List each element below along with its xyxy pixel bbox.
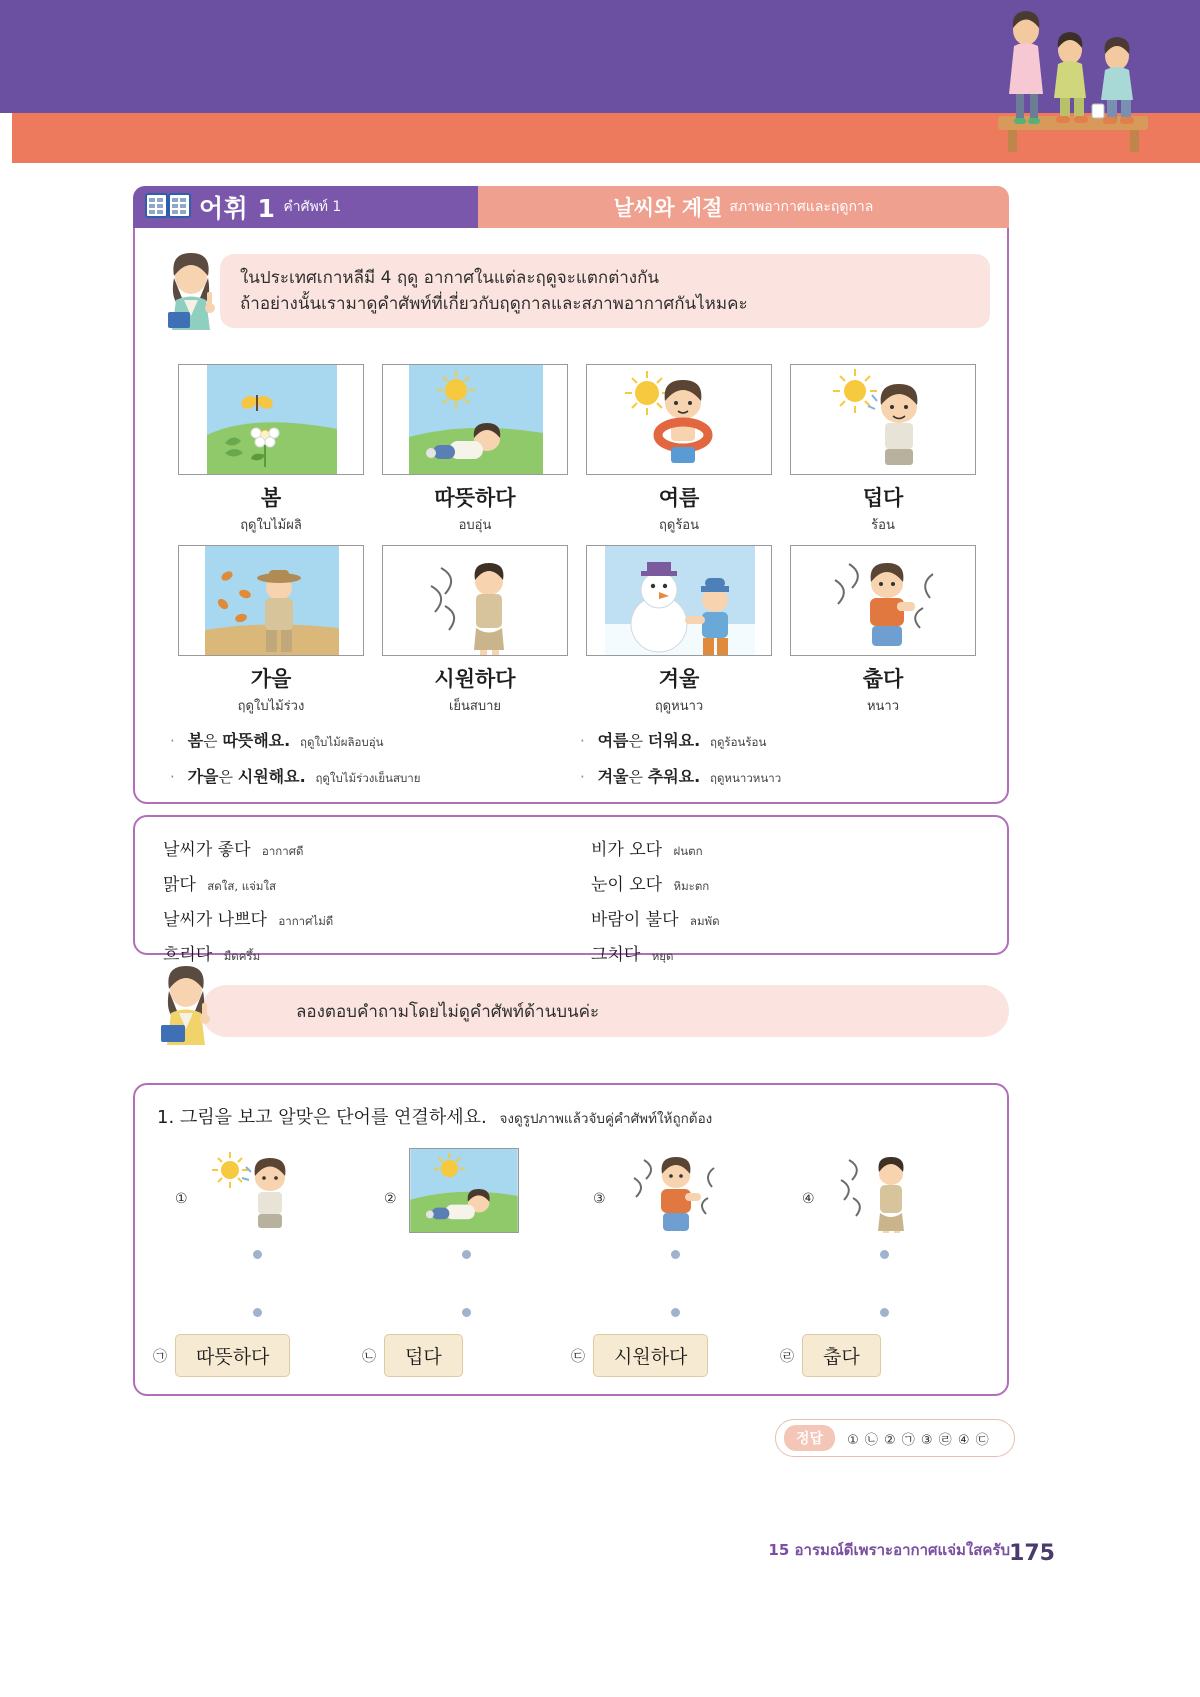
section-title-thai: คำศัพท์ 1 [283,199,342,215]
vocab-word-ko: 겨울 [658,667,700,691]
page-number: 175 [1009,1541,1055,1566]
expression-item [163,835,571,861]
vocab-cell-summer [586,364,772,535]
vocab-cell-hot [790,364,976,535]
sentence-predicate: 따뜻해요. [222,731,291,750]
connect-dot[interactable] [671,1250,680,1259]
exercise-connect-dots-bottom [153,1308,989,1317]
exercise-instruction [157,1103,712,1129]
bullet-dot: · [170,768,175,786]
vocab-cell-cold [790,545,976,716]
vocab-word-ko: 시원하다 [434,667,516,691]
vocab-word-ko: 여름 [658,486,700,510]
sentence-subject: 가을 [187,767,219,786]
teacher-avatar-icon [160,252,222,330]
answer-marker: ㉠ [153,1348,167,1365]
exercise-item-number: ① [175,1191,188,1207]
sentence-item [580,764,990,788]
expression-item [163,940,571,966]
exercise-instruction-th: จงดูรูปภาพแล้วจับคู่คำศัพท์ให้ถูกต้อง [499,1111,713,1127]
expression-th: หยุด [651,949,674,963]
connect-dot-slot[interactable] [780,1308,989,1317]
expression-th: ลมพัด [689,914,720,928]
exercise-item-number: ③ [593,1191,606,1207]
connect-dot[interactable] [880,1308,889,1317]
sentence-particle: 은 [628,732,643,750]
teacher-prompt-row [155,975,1010,1047]
intro-row [160,252,990,334]
expression-ko: 흐리다 [163,945,213,965]
cool-image [382,545,568,656]
exercise-connect-dots-top [153,1250,989,1259]
expression-item [591,940,1007,966]
answer-label[interactable]: 따뜻하다 [175,1334,290,1377]
warm-person-lying-image [409,1148,519,1233]
answer-option[interactable] [362,1334,571,1377]
expression-th: อากาศไม่ดี [278,914,334,928]
exercise-instruction-ko: 1. 그림을 보고 알맞은 단어를 연결하세요. [157,1107,487,1128]
vocab-word-th: อบอุ่น [458,518,492,533]
expression-item [591,870,1007,896]
summer-image [586,364,772,475]
vocab-word-th: เย็นสบาย [448,699,502,714]
vocab-word-th: ฤดูหนาว [654,699,704,714]
bullet-dot: · [580,732,585,750]
top-left-notch [0,113,12,163]
vocabulary-row-2 [178,545,964,716]
answer-marker: ㉣ [780,1348,794,1365]
winter-image [586,545,772,656]
expressions-box [133,815,1009,965]
sentence-predicate: 더워요. [647,731,701,750]
cool-woman-breeze-image [827,1148,937,1233]
example-sentences [170,728,990,800]
teacher-prompt-text: ลองตอบคำถามโดยไม่ดูคำศัพท์ด้านบนค่ะ [296,1001,600,1022]
expression-th: หิมะตก [673,879,710,893]
sentence-item [580,728,990,752]
topic-title-th: สภาพอากาศและฤดูกาล [729,199,874,215]
expressions-column-right [571,817,1007,965]
connect-dot-slot[interactable] [571,1308,780,1317]
teacher-avatar-icon [155,965,217,1045]
sentence-particle: 은 [628,768,643,786]
cold-boy-shivering-image [618,1148,728,1233]
expression-ko: 날씨가 좋다 [163,840,251,860]
sentence-predicate: 시원해요. [237,767,306,786]
spring-image [178,364,364,475]
vocab-cell-warm [382,364,568,535]
bullet-dot: · [170,732,175,750]
vocab-word-ko: 봄 [260,486,282,510]
connect-dot-slot[interactable] [153,1250,362,1259]
warm-image [382,364,568,475]
expression-th: ฝนตก [673,844,703,858]
answer-marker: ㉢ [571,1348,585,1365]
answer-label[interactable]: 시원하다 [593,1334,708,1377]
intro-speech-bubble [220,254,990,328]
expression-th: อากาศดี [261,844,304,858]
vocab-word-th: ฤดูใบไม้ผลิ [240,518,302,533]
sentence-particle: 은 [218,768,233,786]
bullet-dot: · [580,768,585,786]
vocab-word-ko: 춥다 [862,667,904,691]
sentence-subject: 여름 [597,731,629,750]
sentence-column-right [580,728,990,800]
sentence-subject: 봄 [187,731,204,750]
expression-item [163,870,571,896]
vocabulary-header [133,186,1009,228]
exercise-answer-options [153,1334,989,1377]
cold-image [790,545,976,656]
sentence-subject: 겨울 [597,767,629,786]
vocab-word-th: หนาว [866,699,900,714]
expression-ko: 맑다 [163,875,196,895]
connect-dot-slot[interactable] [362,1308,571,1317]
sentence-item [170,728,580,752]
vocab-cell-spring [178,364,364,535]
intro-line-2: ถ้าอย่างนั้นเรามาดูคำศัพท์ที่เกี่ยวกับฤดูกาลและสภาพอากาศกันไหมคะ [240,293,748,314]
hot-boy-sweating-image [200,1148,310,1233]
vocab-cell-autumn [178,545,364,716]
footer-chapter: 15 อารมณ์ดีเพราะอากาศแจ่มใสครับ [768,1541,1010,1559]
sentence-column-left [170,728,580,800]
people-illustration [990,8,1160,163]
expression-ko: 그치다 [591,945,641,965]
intro-line-1: ในประเทศเกาหลีมี 4 ฤดู อากาศในแต่ละฤดูจะแตกต่างกัน [240,268,659,288]
sentence-predicate: 추워요. [647,767,701,786]
connect-dot[interactable] [671,1308,680,1317]
expression-item [163,905,571,931]
sentence-thai: ฤดูหนาวหนาว [710,771,782,785]
vocabulary-row-1 [178,364,964,535]
vocabulary-picture-grid [178,364,964,726]
vocab-word-th: ร้อน [871,518,895,533]
open-book-icon [145,190,191,224]
connect-dot[interactable] [253,1250,262,1259]
expression-ko: 날씨가 나쁘다 [163,910,267,930]
answer-label[interactable]: 덥다 [384,1334,463,1377]
connect-dot[interactable] [253,1308,262,1317]
sentence-thai: ฤดูใบไม้ร่วงเย็นสบาย [315,771,421,785]
connect-dot[interactable] [880,1250,889,1259]
answer-option[interactable] [780,1334,989,1377]
expression-ko: 바람이 불다 [591,910,679,930]
expression-item [591,905,1007,931]
vocab-word-ko: 가을 [250,667,292,691]
vocab-word-th: ฤดูใบไม้ร่วง [237,699,305,714]
section-badge [133,186,478,228]
vocab-word-ko: 따뜻하다 [434,486,516,510]
vocab-word-ko: 덥다 [862,486,904,510]
answer-key-text: ① ㉡ ② ㉠ ③ ㉣ ④ ㉢ [847,1432,990,1448]
expression-item [591,835,1007,861]
connect-dot[interactable] [462,1308,471,1317]
exercise-item-number: ② [384,1191,397,1207]
answer-label[interactable]: 춥다 [802,1334,881,1377]
sentence-thai: ฤดูใบไม้ผลิอบอุ่น [300,735,384,749]
connect-dot-slot[interactable] [780,1250,989,1259]
expression-th: สดใส, แจ่มใส [207,879,277,893]
connect-dot[interactable] [462,1250,471,1259]
teacher-prompt-band [201,985,1009,1037]
autumn-image [178,545,364,656]
expression-ko: 비가 오다 [591,840,663,860]
expression-ko: 눈이 오다 [591,875,663,895]
sentence-particle: 은 [203,732,218,750]
sentence-item [170,764,580,788]
answer-key-label: 정답 [784,1425,835,1451]
hot-image [790,364,976,475]
expression-th: มืดครึ้ม [223,949,261,963]
exercise-item-number: ④ [802,1191,815,1207]
answer-key-pill [775,1419,1015,1457]
vocab-word-th: ฤดูร้อน [659,518,699,533]
vocab-cell-winter [586,545,772,716]
section-title: 어휘 1 [199,194,276,223]
connect-dot-slot[interactable] [571,1250,780,1259]
topic-title-ko: 날씨와 계절 [613,196,723,220]
connect-dot-slot[interactable] [362,1250,571,1259]
expressions-column-left [135,817,571,965]
connect-dot-slot[interactable] [153,1308,362,1317]
topic-banner [478,186,1009,228]
vocab-cell-cool [382,545,568,716]
answer-option[interactable] [571,1334,780,1377]
answer-marker: ㉡ [362,1348,376,1365]
answer-option[interactable] [153,1334,362,1377]
sentence-thai: ฤดูร้อนร้อน [710,735,767,749]
